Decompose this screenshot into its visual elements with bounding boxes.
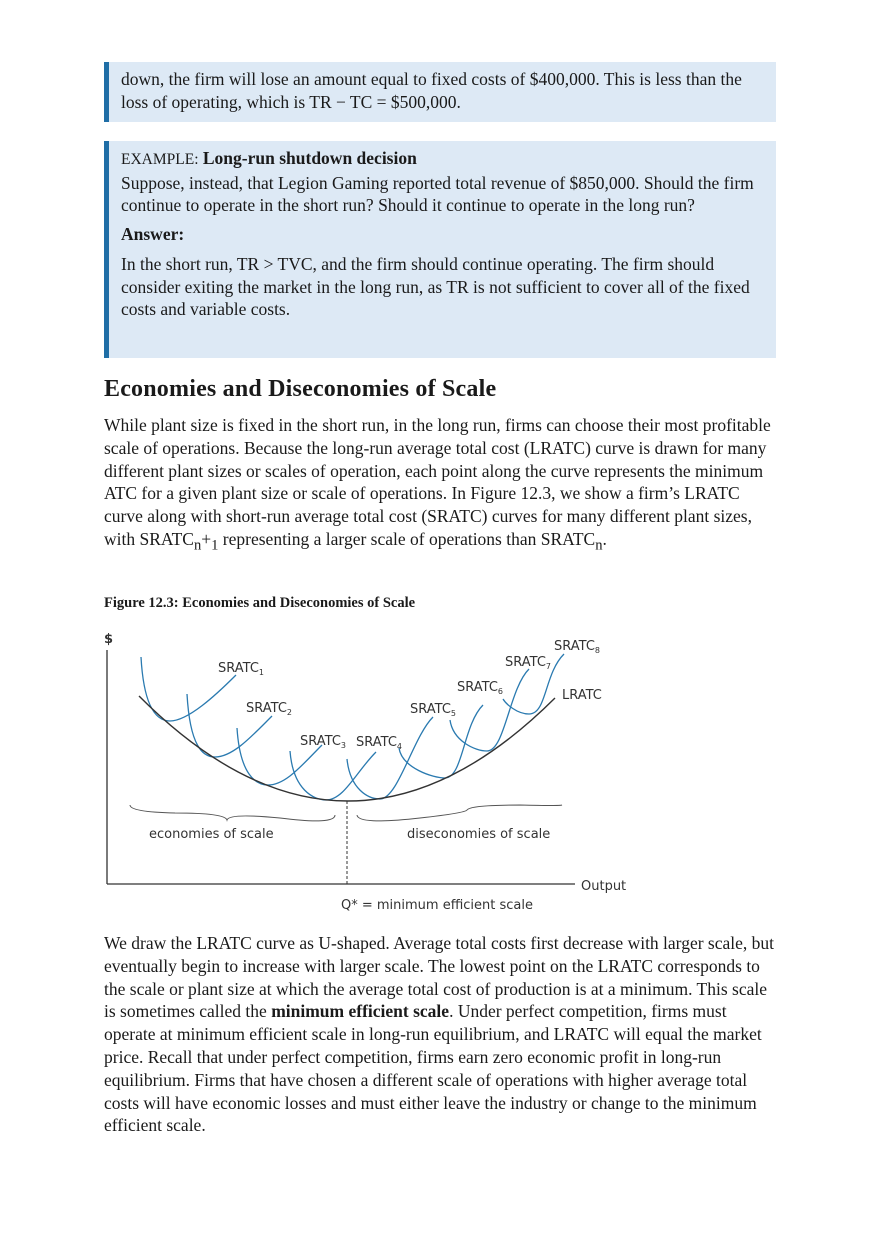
section-heading: Economies and Diseconomies of Scale [104,376,497,402]
x-axis-label: Output [581,879,627,894]
sratc-label-4: $SRATC_4$ [356,735,402,751]
left-brace [130,805,335,821]
q-star-label: Q* = minimum efficient scale [341,898,534,913]
sratc-label-6: $SRATC_6$ [457,680,503,696]
paragraph-intro: While plant size is fixed in the short run, in the long run, firms can choose their most profitable scale of operations. Because the long-run average total cost (LRATC) curve is drawn for many different plant sizes or scales of operation, each point along the curve represents the minimum ATC for a given plant size or scale of operations. In Figure 12.3, we show a firm’s LRATC curve along with short-run average total cost (SRATC) curves for many different plant sizes, with $SRATC_n+_1$ representing a larger scale of operations than $SRATC_n$. [104,415,771,554]
lratc-label: LRATC [562,688,602,703]
right-brace [357,805,562,821]
sratc-label-1: $SRATC_1$ [218,661,264,677]
example-answer: In the short run, TR > TVC, and the firm should continue operating. The firm should consider exiting the market in the long run, as TR is not sufficient to cover all of the fixed costs and variable costs. [121,254,750,319]
callout-text: down, the firm will lose an amount equal to fixed costs of $400,000. This is less than the loss of operating, which is TR − TC = $500,000. [121,69,742,112]
example-title: EXAMPLE: Long-run shutdown decision [121,148,417,168]
figure-caption: Figure 12.3: Economies and Diseconomies of Scale [104,595,416,611]
answer-label: Answer: [121,223,185,244]
left-brace-label: economies of scale [149,827,274,842]
example-question: Suppose, instead, that Legion Gaming reported total revenue of $850,000. Should the firm continue to operate in the short run? Should it continue to operate in the long run? [121,172,754,215]
sratc-curve-5 [347,717,433,799]
sratc-label-3: $SRATC_3$ [300,734,346,750]
y-axis-label: $ [104,632,114,647]
sratc-label-7: $SRATC_7$ [505,655,551,671]
paragraph-lratc: We draw the LRATC curve as U-shaped. Average total costs first decrease with larger scale, but eventually begin to increase with larger scale. The lowest point on the LRATC corresponds to the scale or plant size at which the average total cost of production is at a minimum. This scale is sometimes called the minimum efficient scale. Under perfect competition, firms must operate at minimum efficient scale in long-run equilibrium, and LRATC will equal the market price. Recall that under perfect competition, firms earn zero economic profit in long-run equilibrium. Firms that have chosen a different scale of operations with higher average total costs will have economic losses and must either leave the industry or change to the minimum efficient scale. [104,933,774,1136]
sratc-label-8: $SRATC_8$ [554,639,600,655]
sratc-label-2: $SRATC_2$ [246,701,292,717]
right-brace-label: diseconomies of scale [407,827,551,842]
sratc-label-5: $SRATC_5$ [410,702,456,718]
